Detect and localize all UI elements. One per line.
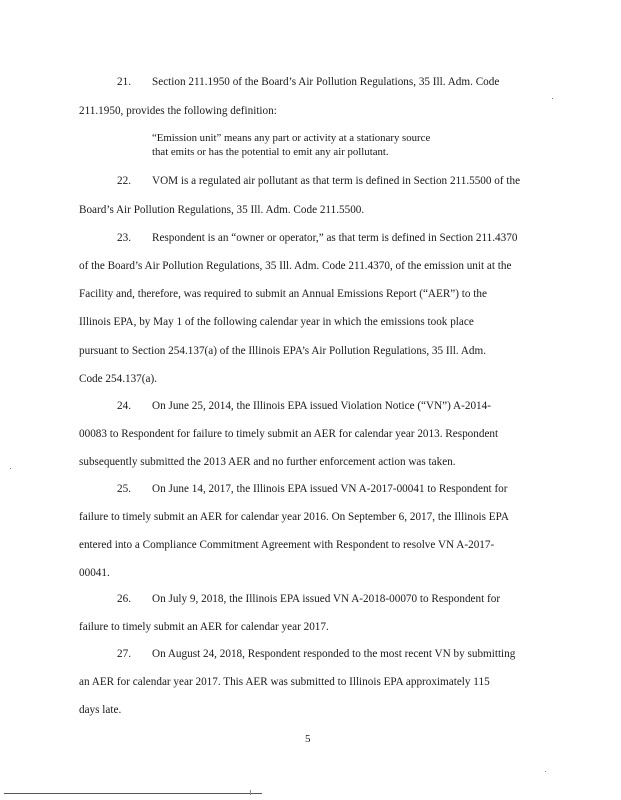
paragraph-number: 25. <box>117 483 131 495</box>
paragraph-number: 22. <box>117 175 131 187</box>
paragraph-line: of the Board’s Air Pollution Regulations, 35 Ill. Adm. Code 211.4370, of the emission unit at the <box>79 260 512 272</box>
paragraph-number: 21. <box>117 76 131 88</box>
paragraph-line: subsequently submitted the 2013 AER and no further enforcement action was taken. <box>79 456 456 468</box>
scan-edge-mark <box>250 790 255 795</box>
scan-speck <box>552 98 553 99</box>
paragraph-number: 27. <box>117 648 131 660</box>
page-number: 5 <box>305 733 311 745</box>
paragraph-line: 00041. <box>79 567 110 579</box>
paragraph-line: entered into a Compliance Commitment Agreement with Respondent to resolve VN A-2017- <box>79 539 495 551</box>
paragraph-line: Board’s Air Pollution Regulations, 35 Ill. Adm. Code 211.5500. <box>79 204 365 216</box>
paragraph-number: 26. <box>117 593 131 605</box>
paragraph-line: 00083 to Respondent for failure to timely submit an AER for calendar year 2013. Respondent <box>79 428 499 440</box>
scan-speck <box>10 468 11 469</box>
definition-quote: “Emission unit” means any part or activity at a stationary source <box>152 132 431 144</box>
paragraph-line: Code 254.137(a). <box>79 373 157 385</box>
paragraph-line: Facility and, therefore, was required to submit an Annual Emissions Report (“AER”) to the <box>79 288 487 300</box>
paragraph-line: days late. <box>79 704 122 716</box>
paragraph-line: VOM is a regulated air pollutant as that term is defined in Section 211.5500 of the <box>152 175 521 187</box>
paragraph-line: an AER for calendar year 2017. This AER was submitted to Illinois EPA approximately 115 <box>79 676 490 688</box>
paragraph-line: Section 211.1950 of the Board’s Air Pollution Regulations, 35 Ill. Adm. Code <box>152 76 500 88</box>
scan-edge-line <box>4 793 262 794</box>
paragraph-line: Illinois EPA, by May 1 of the following calendar year in which the emissions took place <box>79 316 474 328</box>
paragraph-line: pursuant to Section 254.137(a) of the Illinois EPA’s Air Pollution Regulations, 35 Ill. Adm. <box>79 345 486 357</box>
paragraph-line: On June 25, 2014, the Illinois EPA issued Violation Notice (“VN”) A-2014- <box>152 400 491 412</box>
paragraph-line: Respondent is an “owner or operator,” as that term is defined in Section 211.4370 <box>152 232 518 244</box>
paragraph-line: On July 9, 2018, the Illinois EPA issued VN A-2018-00070 to Respondent for <box>152 593 501 605</box>
paragraph-line: 211.1950, provides the following definition: <box>79 105 277 117</box>
paragraph-line: On June 14, 2017, the Illinois EPA issued VN A-2017-00041 to Respondent for <box>152 483 508 495</box>
definition-quote: that emits or has the potential to emit any air pollutant. <box>152 146 389 158</box>
scan-speck <box>545 771 546 772</box>
paragraph-number: 23. <box>117 232 131 244</box>
paragraph-number: 24. <box>117 400 131 412</box>
paragraph-line: failure to timely submit an AER for calendar year 2017. <box>79 621 329 633</box>
paragraph-line: On August 24, 2018, Respondent responded to the most recent VN by submitting <box>152 648 516 660</box>
paragraph-line: failure to timely submit an AER for calendar year 2016. On September 6, 2017, the Illinois EPA <box>79 511 509 523</box>
